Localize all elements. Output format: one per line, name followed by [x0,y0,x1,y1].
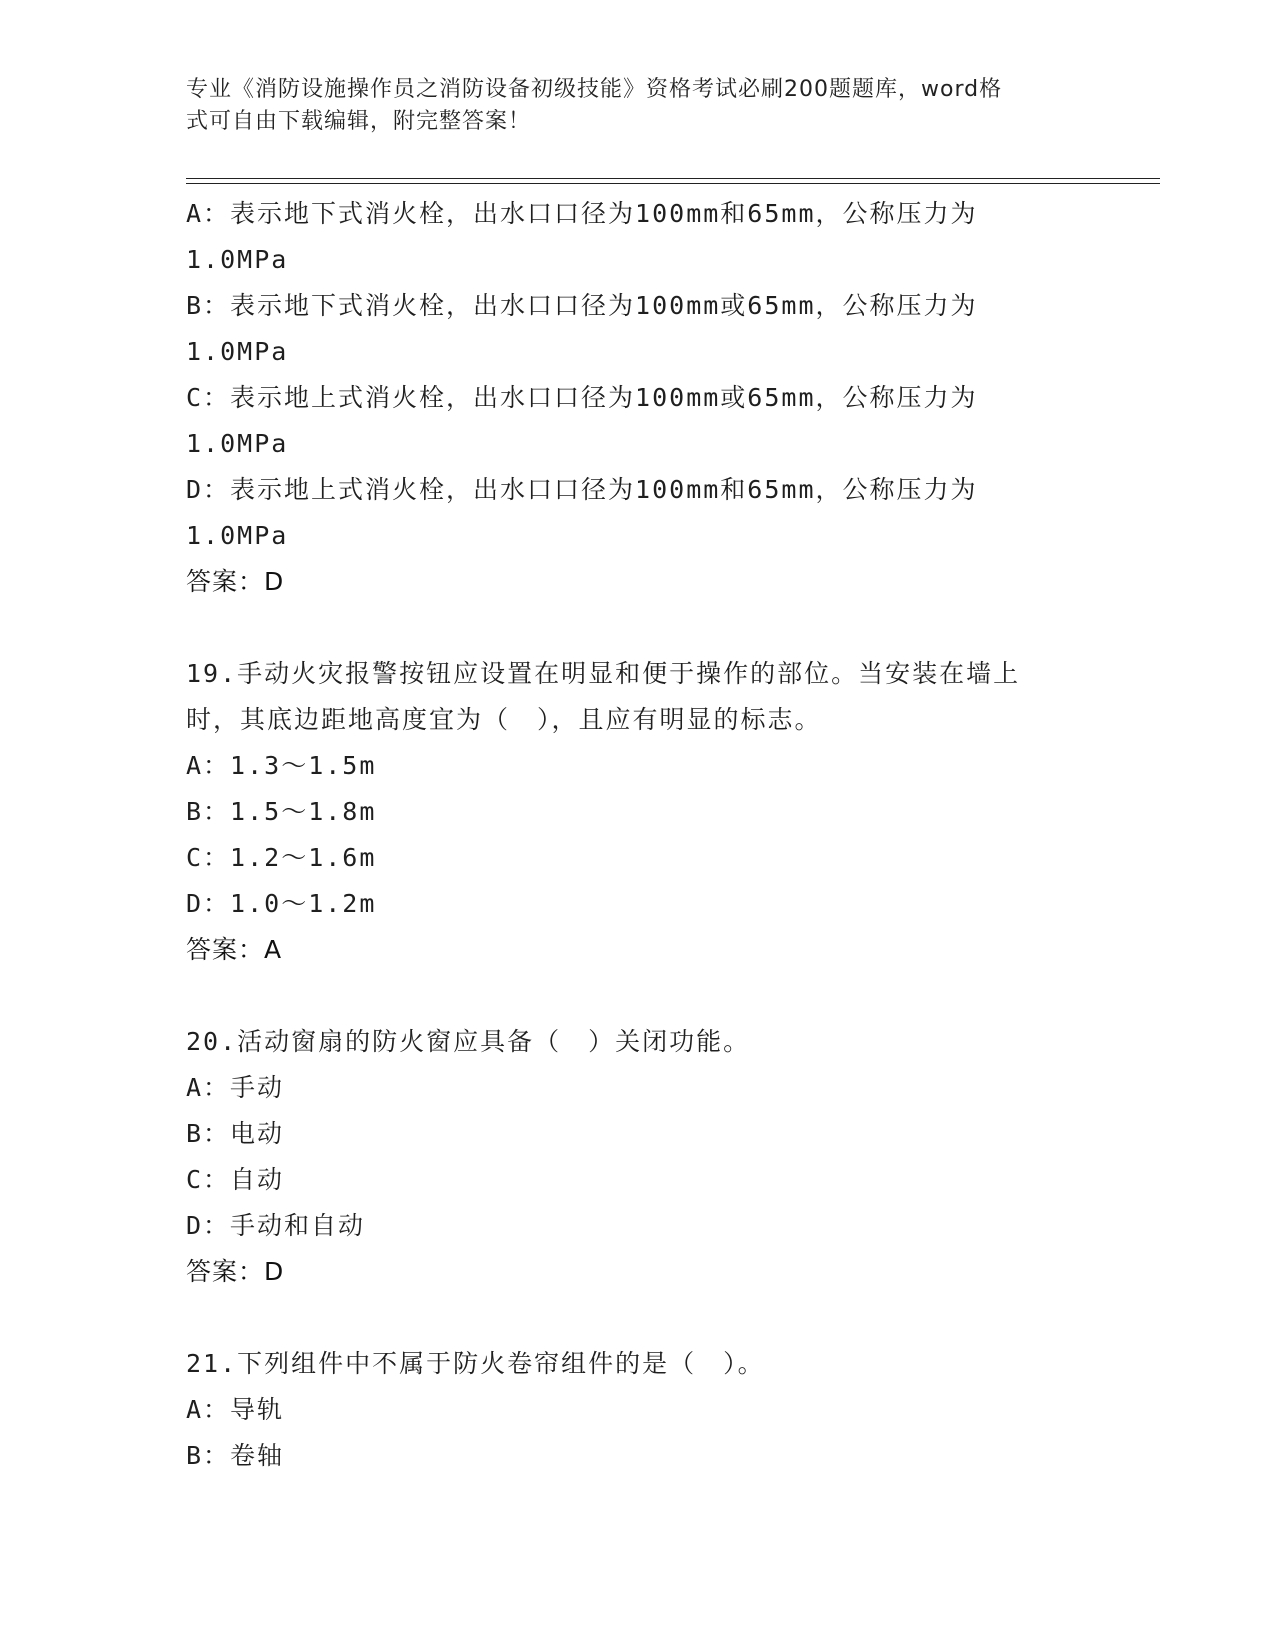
document-header [186,74,1066,138]
q19-option-a: A：1.3～1.5m [186,751,377,780]
q19-stem-line-1: 19.手动火灾报警按钮应设置在明显和便于操作的部位。当安装在墙上 [186,659,1021,688]
q19-option-b: B：1.5～1.8m [186,797,377,826]
q18-option-a-cont: 1.0MPa [186,245,289,274]
q20-option-b: B：电动 [186,1119,285,1148]
q20-option-c: C：自动 [186,1165,285,1194]
question-21 [186,1341,1086,1479]
header-line-2: 式可自由下载编辑，附完整答案！ [186,109,532,134]
q18-option-d: D：表示地上式消火栓，出水口口径为100mm和65mm，公称压力为 [186,475,978,504]
q18-option-a: A：表示地下式消火栓，出水口口径为100mm和65mm，公称压力为 [186,199,978,228]
question-18 [186,191,1086,605]
q19-option-c: C：1.2～1.6m [186,843,377,872]
header-line-1: 专业《消防设施操作员之消防设备初级技能》资格考试必刷200题题库，word格 [186,77,1003,102]
q21-option-b: B：卷轴 [186,1441,285,1470]
spacer [186,1295,1086,1341]
header-divider-bottom [186,183,1160,184]
question-19 [186,651,1086,973]
q19-answer: 答案：A [186,935,283,964]
q21-stem: 21.下列组件中不属于防火卷帘组件的是（ ）。 [186,1349,765,1378]
question-20 [186,1019,1086,1295]
q18-option-d-cont: 1.0MPa [186,521,289,550]
q20-option-a: A：手动 [186,1073,285,1102]
q19-stem-line-2: 时，其底边距地高度宜为（ ），且应有明显的标志。 [186,705,822,734]
q18-answer: 答案：D [186,567,285,596]
q18-option-b: B：表示地下式消火栓，出水口口径为100mm或65mm，公称压力为 [186,291,978,320]
q21-option-a: A：导轨 [186,1395,285,1424]
q20-option-d: D：手动和自动 [186,1211,366,1240]
q18-option-c-cont: 1.0MPa [186,429,289,458]
spacer [186,973,1086,1019]
q19-option-d: D：1.0～1.2m [186,889,377,918]
q20-stem: 20.活动窗扇的防火窗应具备（ ）关闭功能。 [186,1027,751,1056]
header-divider-top [186,178,1160,179]
q20-answer: 答案：D [186,1257,285,1286]
spacer [186,605,1086,651]
question-content [186,191,1086,1479]
q18-option-b-cont: 1.0MPa [186,337,289,366]
q18-option-c: C：表示地上式消火栓，出水口口径为100mm或65mm，公称压力为 [186,383,978,412]
